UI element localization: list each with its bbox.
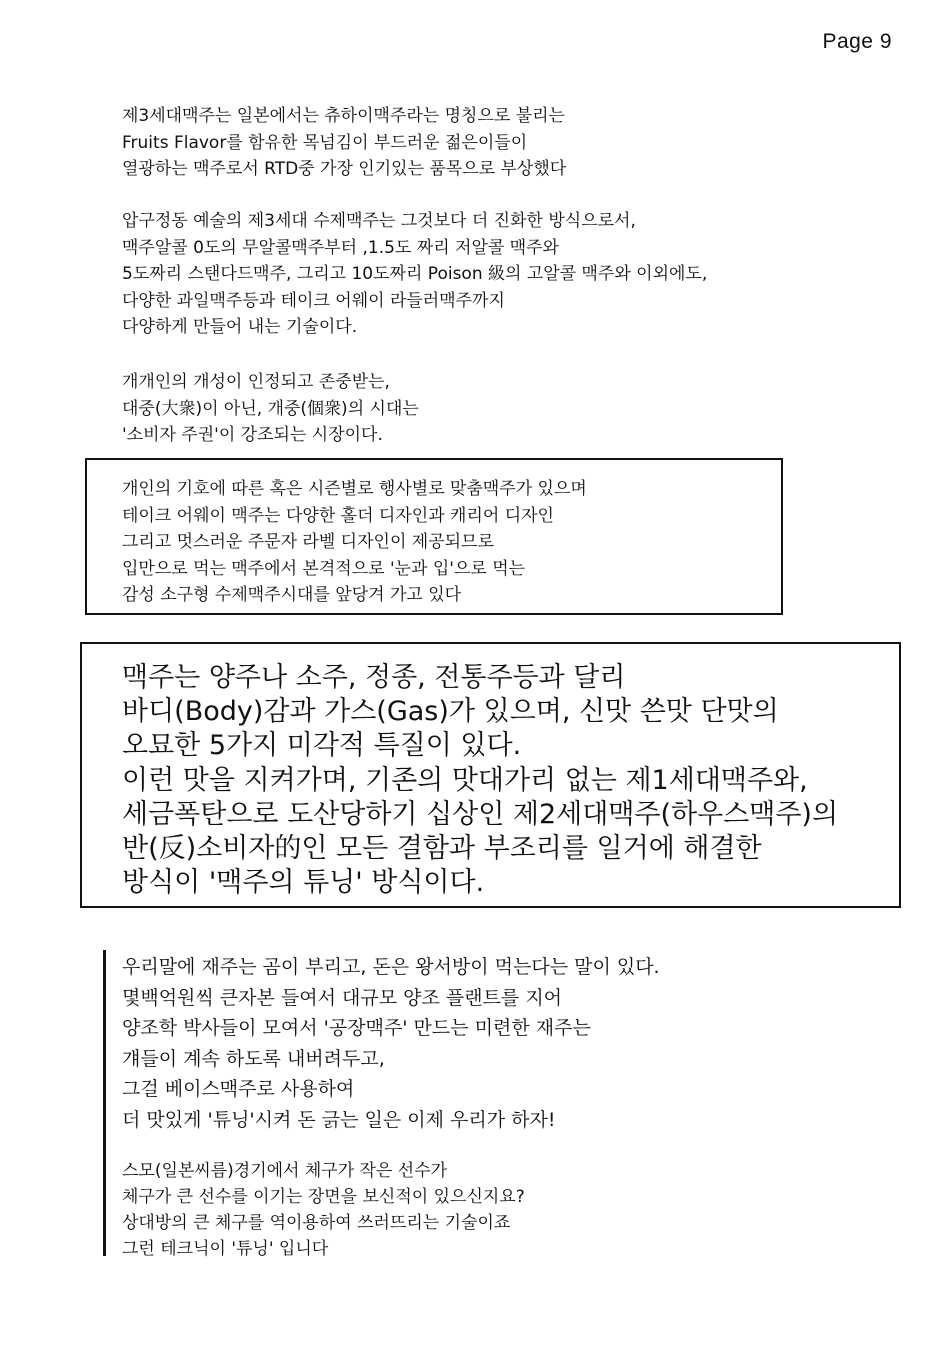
text-line: 몇백억원씩 큰자본 들여서 대규모 양조 플랜트를 지어 bbox=[122, 986, 563, 1009]
text-line: 이런 맛을 지켜가며, 기존의 맛대가리 없는 제1세대맥주와, bbox=[122, 764, 808, 796]
text-line: 다양하게 만들어 내는 기술이다. bbox=[122, 317, 358, 337]
text-line: 5도짜리 스탠다드맥주, 그리고 10도짜리 Poison 級의 고알콜 맥주와 이외에도, bbox=[122, 264, 708, 284]
text-line: 걔들이 계속 하도록 내버려두고, bbox=[122, 1047, 385, 1070]
paragraph-sumo-analogy bbox=[122, 1158, 525, 1262]
text-line: 방식이 '맥주의 튜닝' 방식이다. bbox=[122, 867, 485, 899]
text-line: 세금폭탄으로 도산당하기 십상인 제2세대맥주(하우스맥주)의 bbox=[122, 798, 839, 830]
text-line: 우리말에 재주는 곰이 부리고, 돈은 왕서방이 먹는다는 말이 있다. bbox=[122, 956, 660, 978]
text-line: 열광하는 맥주로서 RTD중 가장 인기있는 품목으로 부상했다 bbox=[122, 159, 567, 179]
quote-side-bar bbox=[103, 950, 106, 1256]
paragraph-tuning-proposal bbox=[122, 952, 660, 1135]
text-line: 체구가 큰 선수를 이기는 장면을 보신적이 있으신지요? bbox=[122, 1187, 525, 1207]
text-line: 다양한 과일맥주등과 테이크 어웨이 라들러맥주까지 bbox=[122, 290, 505, 311]
beer-tuning-highlight-box bbox=[80, 642, 901, 908]
text-line: 상대방의 큰 체구를 역이용하여 쓰러뜨리는 기술이죠 bbox=[122, 1213, 511, 1233]
text-line: 반(反)소비자的인 모든 결함과 부조리를 일거에 해결한 bbox=[122, 833, 762, 865]
text-line: 더 맛있게 '튜닝'시켜 돈 긁는 일은 이제 우리가 하자! bbox=[122, 1108, 556, 1131]
text-line: 그리고 멋스러운 주문자 라벨 디자인이 제공되므로 bbox=[122, 532, 494, 552]
text-line: 양조학 박사들이 모여서 '공장맥주' 만드는 미련한 재주는 bbox=[122, 1017, 591, 1039]
text-line: 대중(大衆)이 아닌, 개중(個衆)의 시대는 bbox=[122, 398, 419, 419]
paragraph-third-generation-beer bbox=[122, 103, 566, 183]
paragraph-consumer-sovereignty bbox=[122, 369, 419, 449]
text-line: 제3세대맥주는 일본에서는 츄하이맥주라는 명칭으로 불리는 bbox=[122, 106, 565, 126]
text-line: 그걸 베이스맥주로 사용하여 bbox=[122, 1078, 355, 1100]
text-line: 개개인의 개성이 인정되고 존중받는, bbox=[122, 372, 390, 392]
text-line: 그런 테크닉이 '튜닝' 입니다 bbox=[122, 1239, 329, 1259]
text-line: '소비자 주권'이 강조되는 시장이다. bbox=[122, 425, 383, 445]
text-line: 스모(일본씨름)경기에서 체구가 작은 선수가 bbox=[122, 1161, 448, 1181]
text-line: 바디(Body)감과 가스(Gas)가 있으며, 신맛 쓴맛 단맛의 bbox=[122, 696, 779, 728]
text-line: 감성 소구형 수제맥주시대를 앞당겨 가고 있다 bbox=[122, 585, 462, 605]
callout-text bbox=[122, 476, 587, 609]
text-line: 압구정동 예술의 제3세대 수제맥주는 그것보다 더 진화한 방식으로서, bbox=[122, 211, 636, 231]
text-line: 개인의 기호에 따른 혹은 시즌별로 행사별로 맞춤맥주가 있으며 bbox=[122, 479, 587, 499]
text-line: 오묘한 5가지 미각적 특질이 있다. bbox=[122, 730, 522, 762]
text-line: Fruits Flavor를 함유한 목넘김이 부드러운 젊은이들이 bbox=[122, 132, 528, 153]
custom-beer-callout-box bbox=[85, 458, 783, 615]
highlight-text bbox=[122, 661, 838, 900]
text-line: 입만으로 먹는 맥주에서 본격적으로 '눈과 입'으로 먹는 bbox=[122, 558, 526, 579]
paragraph-craft-beer-technology bbox=[122, 208, 707, 341]
text-line: 맥주는 양주나 소주, 정종, 전통주등과 달리 bbox=[122, 662, 626, 693]
text-line: 테이크 어웨이 맥주는 다양한 홀더 디자인과 캐리어 디자인 bbox=[122, 505, 554, 526]
page-number: Page 9 bbox=[822, 30, 892, 53]
text-line: 맥주알콜 0도의 무알콜맥주부터 ,1.5도 짜리 저알콜 맥주와 bbox=[122, 237, 559, 258]
